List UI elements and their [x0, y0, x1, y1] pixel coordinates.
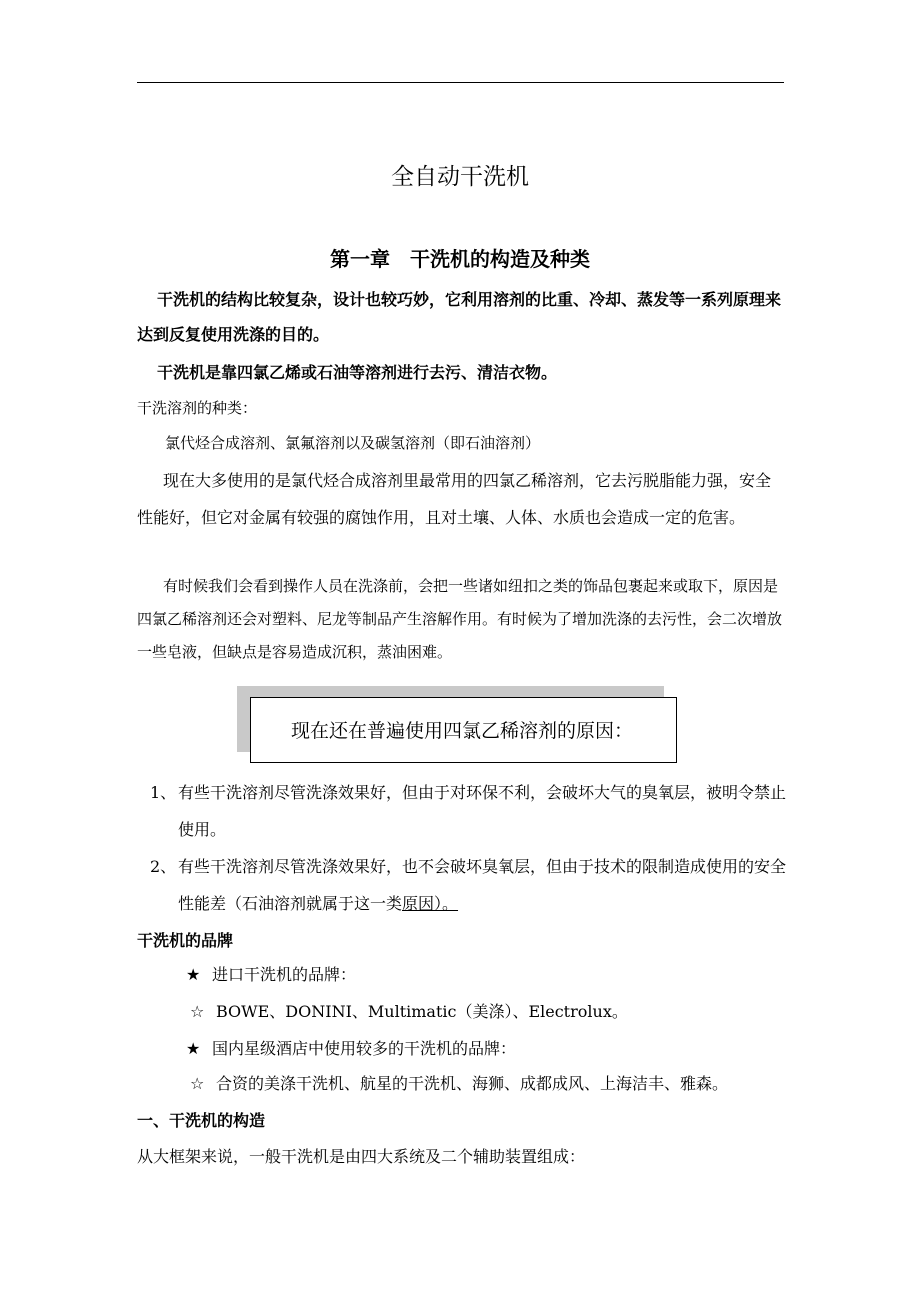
chapter-heading: 第一章 干洗机的构造及种类 — [330, 247, 590, 271]
operators-paragraph: 有时候我们会看到操作人员在洗涤前，会把一些诸如纽扣之类的饰品包裹起来或取下，原因是四氯乙稀溶剂还会对塑料、尼龙等制品产生溶解作用。有时候为了增加洗涤的去污性，会二次增放一些皂液，但缺点是容易造成沉积，蒸油困难。 — [137, 577, 783, 661]
solvent-types-label: 干洗溶剂的种类： — [137, 399, 258, 417]
outline-star-icon: ☆ — [190, 1074, 205, 1093]
intro-bold-paragraph-2: 干洗机是靠四氯乙烯或石油等溶剂进行去污、清洁衣物。 — [157, 363, 558, 382]
intro-bold-paragraph-1: 干洗机的结构比较复杂，设计也较巧妙，它利用溶剂的比重、冷却、蒸发等一系列原理来达到反复使用洗涤的目的。 — [137, 290, 782, 344]
reason-number: 2、 — [150, 857, 177, 876]
solvent-types-list: 氯代烃合成溶剂、氯氟溶剂以及碳氢溶剂（即石油溶剂） — [165, 434, 541, 452]
boxed-heading: 现在还在普遍使用四氯乙稀溶剂的原因： — [250, 697, 677, 763]
document-title: 全自动干洗机 — [391, 164, 529, 190]
filled-star-icon: ★ — [186, 1039, 201, 1058]
brand-text: BOWE、DONINI、Multimatic（美涤）、Electrolux。 — [216, 1002, 628, 1021]
reason-item-1 — [150, 774, 786, 848]
brand-text: 合资的美涤干洗机、航星的干洗机、海狮、成都成风、上海洁丰、雅森。 — [216, 1074, 729, 1093]
reason-text — [178, 848, 786, 922]
brand-item-4 — [190, 1071, 728, 1094]
reason-text: 有些干洗溶剂尽管洗涤效果好，但由于对环保不利，会破坏大气的臭氧层，被明令禁止使用。 — [178, 783, 787, 839]
outline-star-icon: ☆ — [190, 1002, 205, 1021]
brands-heading: 干洗机的品牌 — [137, 931, 234, 950]
brand-text: 国内星级酒店中使用较多的干洗机的品牌： — [212, 1039, 517, 1058]
brand-item-2 — [190, 999, 628, 1022]
filled-star-icon: ★ — [186, 965, 201, 984]
reason-text-underlined: 原因）。 — [402, 894, 459, 913]
section-one-text: 从大框架来说，一般干洗机是由四大系统及二个辅助装置组成： — [137, 1147, 586, 1166]
reason-item-2 — [150, 848, 786, 922]
brand-item-3 — [186, 1036, 516, 1059]
reason-number: 1、 — [150, 783, 177, 802]
reason-text-main: 有些干洗溶剂尽管洗涤效果好，也不会破坏臭氧层，但由于技术的限制造成使用的安全性能差（石油溶剂就属于这一类 — [178, 857, 787, 913]
header-rule — [137, 82, 784, 83]
common-use-paragraph: 现在大多使用的是氯代烃合成溶剂里最常用的四氯乙稀溶剂，它去污脱脂能力强，安全性能好，但它对金属有较强的腐蚀作用，且对土壤、人体、水质也会造成一定的危害。 — [137, 471, 772, 527]
brand-text: 进口干洗机的品牌： — [212, 965, 357, 984]
section-one-heading: 一、干洗机的构造 — [137, 1111, 266, 1130]
brand-item-1 — [186, 962, 356, 985]
